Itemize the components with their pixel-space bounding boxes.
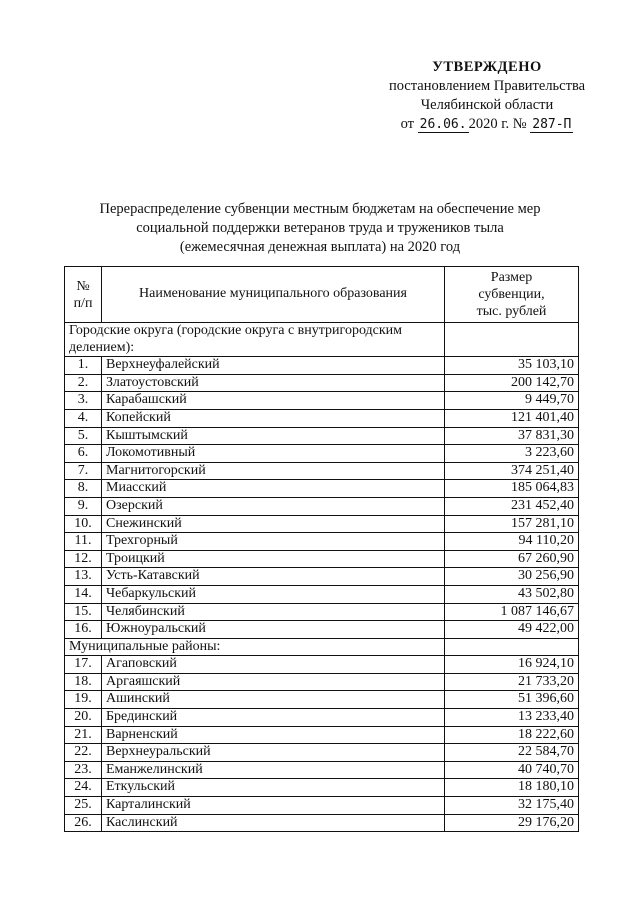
table-row	[65, 691, 579, 709]
row-amount: 200 142,70	[445, 374, 579, 392]
row-number: 6.	[65, 445, 102, 463]
section-row-urban	[65, 323, 579, 357]
row-number: 9.	[65, 497, 102, 515]
section-empty-cell	[445, 638, 579, 656]
col-number-header	[65, 267, 102, 323]
row-amount: 32 175,40	[445, 797, 579, 815]
table-row	[65, 603, 579, 621]
row-number: 7.	[65, 462, 102, 480]
row-number: 2.	[65, 374, 102, 392]
col-amount-line-3: тыс. рублей	[476, 304, 547, 319]
table-row	[65, 585, 579, 603]
row-name: Локомотивный	[102, 445, 445, 463]
row-number: 25.	[65, 797, 102, 815]
row-name: Миасский	[102, 480, 445, 498]
section-empty-cell	[445, 323, 579, 357]
row-amount: 18 222,60	[445, 726, 579, 744]
row-name: Усть-Катавский	[102, 568, 445, 586]
row-name: Агаповский	[102, 656, 445, 674]
section-title-districts: Муниципальные районы:	[65, 638, 445, 656]
table-row	[65, 515, 579, 533]
row-number: 13.	[65, 568, 102, 586]
year-suffix: 2020 г. №	[468, 116, 527, 132]
table-row	[65, 550, 579, 568]
row-name: Варненский	[102, 726, 445, 744]
section-row-districts	[65, 638, 579, 656]
approved-dateline	[372, 115, 602, 134]
row-name: Карабашский	[102, 392, 445, 410]
col-amount-line-2: субвенции,	[478, 287, 545, 302]
row-name: Озерский	[102, 497, 445, 515]
row-amount: 374 251,40	[445, 462, 579, 480]
row-number: 10.	[65, 515, 102, 533]
row-name: Верхнеуральский	[102, 744, 445, 762]
row-name: Троицкий	[102, 550, 445, 568]
col-number-line-2: п/п	[73, 295, 93, 311]
table-row	[65, 568, 579, 586]
row-number: 24.	[65, 779, 102, 797]
table-row	[65, 480, 579, 498]
row-number: 14.	[65, 585, 102, 603]
table-row	[65, 621, 579, 639]
row-name: Чебаркульский	[102, 585, 445, 603]
row-amount: 67 260,90	[445, 550, 579, 568]
row-amount: 231 452,40	[445, 497, 579, 515]
row-amount: 94 110,20	[445, 533, 579, 551]
table-row	[65, 462, 579, 480]
row-amount: 29 176,20	[445, 814, 579, 832]
table-row	[65, 744, 579, 762]
row-amount: 157 281,10	[445, 515, 579, 533]
table-body	[65, 323, 579, 832]
table-row	[65, 497, 579, 515]
row-amount: 3 223,60	[445, 445, 579, 463]
row-name: Аргаяшский	[102, 673, 445, 691]
row-number: 8.	[65, 480, 102, 498]
heading-line-1: Перераспределение субвенции местным бюджетам на обеспечение мер	[99, 201, 541, 217]
resolution-date: 26.06.	[419, 117, 467, 132]
table-row	[65, 761, 579, 779]
row-amount: 9 449,70	[445, 392, 579, 410]
row-number: 15.	[65, 603, 102, 621]
row-name: Еманжелинский	[102, 761, 445, 779]
row-number: 4.	[65, 409, 102, 427]
row-amount: 43 502,80	[445, 585, 579, 603]
table-row	[65, 445, 579, 463]
table-row	[65, 709, 579, 727]
section-title-urban: Городские округа (городские округа с внутригородским делением):	[65, 323, 445, 357]
table-row	[65, 357, 579, 375]
table-row	[65, 374, 579, 392]
row-amount: 40 740,70	[445, 761, 579, 779]
row-name: Златоустовский	[102, 374, 445, 392]
row-name: Копейский	[102, 409, 445, 427]
table-row	[65, 797, 579, 815]
document-heading	[70, 200, 570, 257]
row-number: 1.	[65, 357, 102, 375]
heading-line-3: (ежемесячная денежная выплата) на 2020 год	[179, 239, 461, 255]
table-header-row	[65, 267, 579, 323]
row-amount: 16 924,10	[445, 656, 579, 674]
col-amount-header	[445, 267, 579, 323]
row-amount: 30 256,90	[445, 568, 579, 586]
table-row	[65, 726, 579, 744]
row-amount: 22 584,70	[445, 744, 579, 762]
row-number: 20.	[65, 709, 102, 727]
approved-title: УТВЕРЖДЕНО	[432, 59, 542, 75]
row-number: 11.	[65, 533, 102, 551]
table-row	[65, 779, 579, 797]
table-row	[65, 392, 579, 410]
approval-stamp	[372, 58, 602, 134]
row-name: Кыштымский	[102, 427, 445, 445]
col-amount-line-1: Размер	[490, 270, 533, 285]
date-prefix: от	[400, 116, 414, 132]
row-name: Брединский	[102, 709, 445, 727]
row-amount: 121 401,40	[445, 409, 579, 427]
row-amount: 49 422,00	[445, 621, 579, 639]
row-number: 19.	[65, 691, 102, 709]
row-number: 18.	[65, 673, 102, 691]
row-number: 16.	[65, 621, 102, 639]
table-row	[65, 427, 579, 445]
row-number: 26.	[65, 814, 102, 832]
row-amount: 21 733,20	[445, 673, 579, 691]
row-number: 22.	[65, 744, 102, 762]
row-name: Снежинский	[102, 515, 445, 533]
row-name: Еткульский	[102, 779, 445, 797]
table-row	[65, 656, 579, 674]
approved-line-2: Челябинской области	[420, 97, 554, 113]
row-name: Ашинский	[102, 691, 445, 709]
row-name: Верхнеуфалейский	[102, 357, 445, 375]
row-number: 12.	[65, 550, 102, 568]
table-row	[65, 673, 579, 691]
row-amount: 185 064,83	[445, 480, 579, 498]
row-number: 17.	[65, 656, 102, 674]
row-number: 5.	[65, 427, 102, 445]
col-name-header: Наименование муниципального образования	[102, 267, 445, 323]
row-amount: 51 396,60	[445, 691, 579, 709]
table-row	[65, 533, 579, 551]
approved-line-1: постановлением Правительства	[388, 78, 586, 94]
resolution-number: 287-П	[532, 117, 572, 132]
subvention-table	[64, 266, 579, 832]
row-amount: 13 233,40	[445, 709, 579, 727]
row-name: Челябинский	[102, 603, 445, 621]
col-number-line-1: №	[76, 278, 90, 294]
row-amount: 1 087 146,67	[445, 603, 579, 621]
row-amount: 37 831,30	[445, 427, 579, 445]
row-amount: 18 180,10	[445, 779, 579, 797]
row-name: Южноуральский	[102, 621, 445, 639]
row-name: Трехгорный	[102, 533, 445, 551]
row-number: 3.	[65, 392, 102, 410]
table-row	[65, 409, 579, 427]
row-amount: 35 103,10	[445, 357, 579, 375]
heading-line-2: социальной поддержки ветеранов труда и тружеников тыла	[136, 220, 504, 236]
row-name: Магнитогорский	[102, 462, 445, 480]
row-number: 21.	[65, 726, 102, 744]
row-name: Каслинский	[102, 814, 445, 832]
table-row	[65, 814, 579, 832]
row-number: 23.	[65, 761, 102, 779]
row-name: Карталинский	[102, 797, 445, 815]
